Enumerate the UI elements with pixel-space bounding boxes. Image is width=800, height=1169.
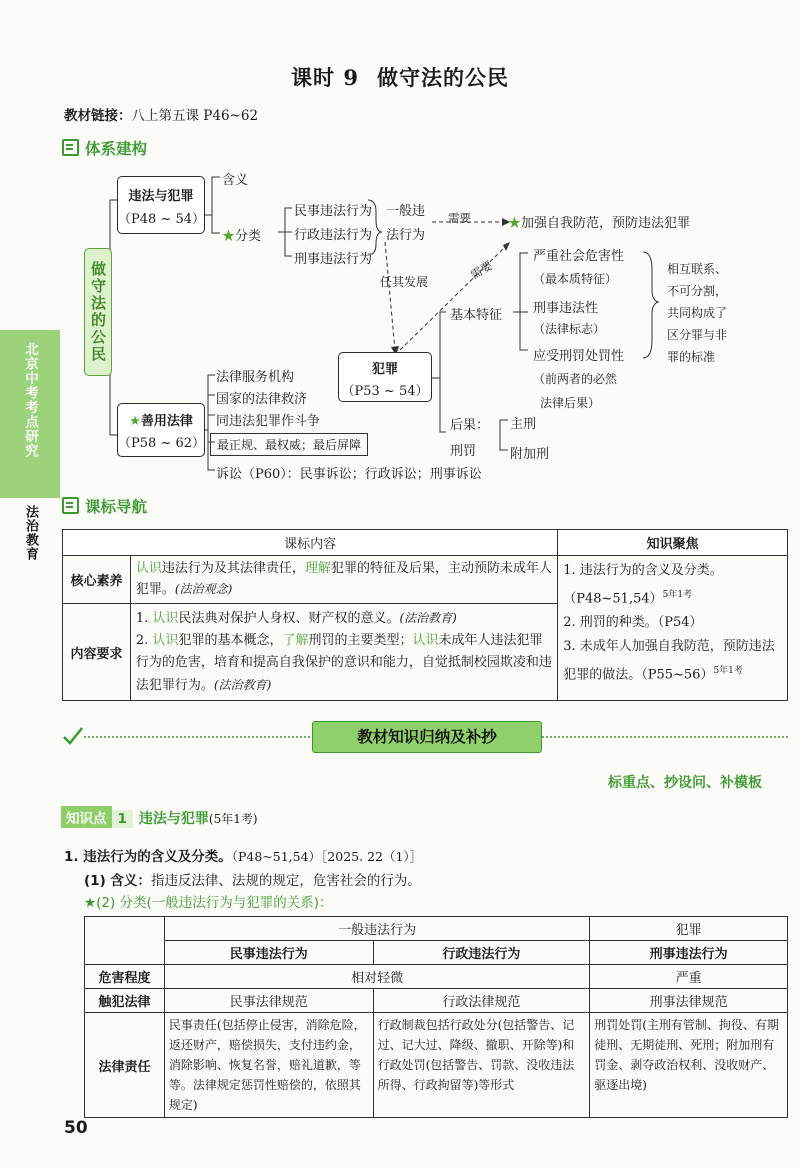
- question-1-meaning: (1) 含义：指违反法律、法规的规定，危害社会的行为。: [84, 873, 421, 889]
- focus-item: 2. 刑罚的种类。（P54）: [563, 615, 703, 631]
- harm-serious: 严重: [590, 965, 788, 989]
- node-admin: 行政违法行为: [294, 228, 373, 243]
- header-crime: 犯罪: [590, 917, 788, 941]
- node-feature1: 严重社会危害性: [533, 249, 625, 264]
- mindmap-root: 做守法的公民: [84, 248, 112, 376]
- law-item-3: 同违法犯罪作斗争: [216, 414, 321, 429]
- header-criminal: 刑事违法行为: [590, 941, 788, 965]
- relation-note: 相互联系、 不可分割， 共同构成了 区分罪与非 罪的标准: [667, 262, 728, 364]
- node-general2: 法行为: [386, 228, 426, 243]
- resp-admin: 行政制裁包括行政处分(包括警告、记过、记大过、降级、撤职、开除等)和行政处罚(包括警告、罚款、没收违法所得、行政拘留等)等形式: [373, 1013, 590, 1118]
- node-main-penalty: 主刑: [510, 417, 537, 432]
- guide-header-focus: 知识聚焦: [558, 530, 788, 556]
- comparison-table: [84, 916, 788, 1118]
- law-item-2: 国家的法律救济: [216, 392, 308, 407]
- row-law-label: 触犯法律: [85, 989, 165, 1013]
- node-feature3: 应受刑罚处罚性: [533, 349, 625, 364]
- row-core-content: 认识违法行为及其法律责任，理解犯罪的特征及后果，主动预防未成年人犯罪。(法治观念): [130, 556, 557, 604]
- side-tab-subject: 法治教育: [23, 505, 38, 561]
- pencil-note-icon: [62, 497, 79, 514]
- section-guide-heading: 课标导航: [62, 495, 147, 517]
- question-1-classify: ★(2) 分类(一般违法行为与犯罪的关系)：: [84, 895, 333, 911]
- tips-text: 标重点、抄设问、补模板: [608, 775, 762, 791]
- label-need-1: 需要: [448, 211, 471, 225]
- node-consequence: 后果：: [450, 418, 490, 433]
- violation-crime-box: 违法与犯罪 （P48 ~ 54）: [117, 176, 205, 234]
- law-admin: 行政法律规范: [373, 989, 590, 1013]
- good-law-box: ★善用法律 （P58 ~ 62）: [117, 403, 205, 457]
- header-civil: 民事违法行为: [164, 941, 373, 965]
- guide-table: [62, 529, 788, 701]
- section-system-heading: 体系建构: [62, 137, 147, 159]
- focus-list: [558, 556, 788, 701]
- focus-item: 1. 违法行为的含义及分类。（P48~51,54）$^{5年1考}$: [563, 563, 723, 607]
- node-additional-penalty: 附加刑: [510, 447, 550, 462]
- crime-box: 犯罪 （P53 ~ 54）: [338, 352, 432, 402]
- node-strengthen: ★加强自我防范，预防违法犯罪: [508, 216, 691, 231]
- law-civil: 民事法律规范: [164, 989, 373, 1013]
- node-feature3-note1: （前两者的必然: [533, 372, 618, 386]
- header-general: 一般违法行为: [164, 917, 589, 941]
- requirement-item: 1. 认识民法典对保护人身权、财产权的意义。(法治教育): [135, 611, 457, 626]
- corner-cell: [85, 917, 165, 965]
- resp-criminal: 刑罚处罚(主刑有管制、拘役、有期徒刑、无期徒刑、死刑；附加刑有罚金、剥夺政治权利、没收财产、驱逐出境): [590, 1013, 788, 1118]
- knowledge-point-heading: 知识点 1 违法与犯罪(5年1考): [61, 806, 258, 828]
- requirement-item: 2. 认识犯罪的基本概念，了解刑罚的主要类型；认识未成年人违法犯罪行为的危害，培育和提高自我保护的意识和能力，自觉抵制校园欺凌和违法犯罪行为。(法治教育): [135, 633, 552, 693]
- side-tab-text: 北京中考考点研究: [22, 342, 38, 458]
- row-harm-label: 危害程度: [85, 965, 165, 989]
- row-label-core: 核心素养: [63, 556, 131, 604]
- page-title: 课时 9 做守法的公民: [291, 65, 509, 90]
- node-feature1-note: （最本质特征）: [533, 272, 618, 286]
- node-punishment: 刑罚: [450, 444, 477, 459]
- node-classify: ★分类: [222, 229, 262, 244]
- litigation-item: 诉讼（P60）：民事诉讼；行政诉讼；刑事诉讼: [216, 467, 482, 482]
- pencil-note-icon: [62, 139, 79, 156]
- resp-civil: 民事责任(包括停止侵害，消除危险，返还财产，赔偿损失，支付违约金，消除影响、恢复名誉，赔礼道歉，等等。法律规定惩罚性赔偿的，依照其规定): [164, 1013, 373, 1118]
- row-resp-label: 法律责任: [85, 1013, 165, 1118]
- node-feature2-note: （法律标志）: [533, 322, 606, 336]
- node-feature3-note2: 法律后果）: [540, 396, 601, 410]
- law-criminal: 刑事法律规范: [590, 989, 788, 1013]
- node-meaning: 含义: [222, 173, 249, 188]
- row-label-requirement: 内容要求: [63, 604, 131, 701]
- node-criminal-act: 刑事违法行为: [294, 252, 373, 267]
- banner-title: 教材知识归纳及补抄: [312, 721, 542, 753]
- node-basic-features: 基本特征: [450, 308, 503, 323]
- row-requirement-content: [130, 604, 557, 701]
- question-1: 1. 违法行为的含义及分类。（P48~51,54）［2025. 22（1）］: [64, 849, 423, 865]
- node-civil: 民事违法行为: [294, 204, 373, 219]
- node-feature2: 刑事违法性: [533, 301, 599, 316]
- label-need-2: 需要: [468, 258, 495, 282]
- page-number: 50: [64, 1118, 88, 1138]
- law-item-1: 法律服务机构: [216, 370, 295, 385]
- node-general1: 一般违: [386, 204, 426, 219]
- litigation-rule-box: 最正规、最权威；最后屏障: [210, 433, 368, 456]
- label-let-develop: 任其发展: [380, 275, 429, 289]
- guide-header-content: 课标内容: [63, 530, 558, 556]
- textbook-link: 教材链接：八上第五课 P46~62: [64, 108, 259, 124]
- harm-light: 相对轻微: [164, 965, 589, 989]
- focus-item: 3. 未成年人加强自我防范，预防违法犯罪的做法。（P55~56）$^{5年1考}$: [563, 639, 775, 683]
- header-admin: 行政违法行为: [373, 941, 590, 965]
